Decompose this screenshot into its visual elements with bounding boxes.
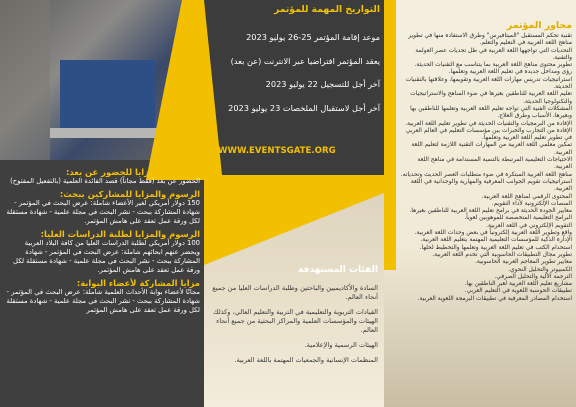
axis-item: معايير تطوير المعاجم العربية الحاسوبية. (475, 259, 572, 266)
axes-heading: محاور المؤتمر (506, 20, 572, 31)
axis-item: استخدام الكتب في تعليم اللغة العربية وتعلمها والتخطيط لحلها. (419, 244, 572, 251)
laptop-base (50, 128, 170, 138)
axis-item: مناهج اللغة العربية المبتكرة في ضوء متطلبات العصر الحديث وتحدياته. (400, 171, 572, 178)
axis-item: تطوير محتوى مناهج اللغة العربية بما يتناسب مع التقنيات الحديثة. (414, 62, 572, 69)
dates-list (214, 26, 380, 120)
members-text: مجانًا لأعضاء بوابة الأحداث العلمية شاملة: عرض البحث في المؤتمر - شهادة المشاركة ببحث - نشر البحث في مجلة علمية - شهادة مستقلة لكل ورقة عمل تعقد على هامش المؤتمر (6, 288, 200, 314)
axis-item: واقع وتطوير اللغة العربية إلكترونياً في بعض وحدات اللغة العربية. (414, 230, 572, 237)
audience-item: المنظمات الإنسانية والجمعيات المهتمة باللغة العربية. (234, 356, 378, 364)
dates-heading: التواريخ المهمة للمؤتمر (273, 4, 380, 15)
axis-item: رؤى ومداخل جديدة في تعليم اللغة العربية وتعلمها. (448, 69, 572, 76)
axis-item: استخدام المصادر المعرفية في تطبيقات البرمجة اللغوية العربية. (417, 295, 572, 302)
middle-panel (204, 0, 384, 407)
axis-item: التقويم الإلكتروني في اللغة العربية. (486, 222, 572, 229)
right-panel (384, 0, 576, 407)
grad-text: 100 دولار أمريكي لطلبة الدراسات العليا من كافة البلاد العربية ويحضر عنهم ابحاثهم شاملة: عرض البحث في المؤتمر - شهادة المشاركة ببحث - نشر البحث في مجلة علمية - شهادة مستقلة لكل ورقة عمل تعقد على هامش المؤتمر. (13, 239, 200, 274)
axis-item: تطبيقات الحوسبة اللغوية في التعليم العربي. (464, 288, 572, 295)
axes-yellow-strip (384, 0, 396, 270)
axis-item: المشكلات الفنية التي تواجه تعليم اللغة العربية وتعلمها للناطقين بها وبغيرها، الأسباب وطرق العلاج. (410, 105, 572, 120)
axis-item: الإفادة من البرمجيات والتقنيات الحديثة في تطوير تعليم اللغة العربية. (405, 120, 572, 127)
axis-item: تعليم اللغة العربية للناطقين بغيرها في ضوء المناهج والاستراتيجيات والتكنولوجيا الحديثة. (410, 91, 572, 105)
axis-item: الكمبيوتر والتحليل النحوي. (508, 266, 572, 273)
attendance-text: الحضور عن بعد (فقط مجاناً) قصد الفائدة العلمية (بالتفعيل المفتوح) (10, 177, 200, 185)
participants-heading: الرسوم والمزايا للمشاركين ببحث: (59, 189, 200, 199)
participants-text: 150 دولار أمريكي لغير الأعضاء شاملة: عرض البحث في المؤتمر - شهادة المشاركة ببحث - نشر البحث في مجلة علمية - شهادة مستقلة لكل ورقة عمل تعقد على هامش المؤتمر. (6, 199, 200, 225)
laptop-screen (60, 60, 155, 128)
audience-item: السادة والأكاديميين والباحثين وطلبة الدراسات العليا من جميع أنحاء العالم. (212, 284, 378, 301)
date-item-abstracts: آخر أجل لاستقبال الملخصات 23 يوليو 2023 (228, 102, 380, 113)
axis-item: تطوير مجال التطبيقات الحاسوبية التي تخدم اللغة العربية. (432, 251, 572, 258)
axes-list (400, 33, 572, 303)
axis-item: المنصات الإلكترونية لأداء التقويم. (491, 200, 572, 207)
audience-item: القيادات التربوية والتعليمية في التربية والتعليم العالي، وكذلك الهيئات والمؤسسات العلمية والمراكز البحثية من جميع أنحاء العالم. (213, 308, 378, 334)
date-item-registration: آخر أجل للتسجيل 22 يوليو 2023 (265, 79, 380, 89)
axis-item: استراتيجيات تقويم الجوانب المعرفية والمهارية والوجدانية في اللغة العربية. (410, 178, 572, 193)
axis-item: معايير الجودة الحديثة في برامج تعليم اللغة العربية للناطقين بغيرها. (409, 208, 572, 215)
attendance-heading: الرسوم والمزايا للحضور عن بعد: (66, 167, 200, 177)
axis-item: الاحتياجات التعليمية المرتبطة بالتنمية المستدامة في مناهج اللغة العربية. (417, 157, 572, 171)
left-panel (0, 0, 204, 407)
axis-item: المحتوى الرقمي لمناهج اللغة العربية. (481, 193, 572, 200)
axis-item: التحديات التي تواجهها اللغة العربية في ظل تحديات عصر العولمة والتقنية. (415, 47, 572, 61)
axis-item: استراتيجيات تدريس مهارات اللغة العربية وتقويمها، وعلاقتها بالتقنيات الحديثة. (405, 76, 572, 91)
date-item-conference: موعد إقامة المؤتمر 25-26 يوليو 2023 (246, 32, 380, 42)
audience-list (212, 284, 378, 365)
person-shadow (0, 0, 50, 172)
axis-item: الترجمة الآلية والتحليل الصرفي. (494, 273, 572, 280)
date-item-online: يعقد المؤتمر افتراضيا عبر الانترنت (عن بعد) (230, 55, 380, 66)
grad-heading: الرسوم والمزايا لطلبة الدراسات العليا: (40, 229, 200, 239)
axis-item: الإفادة من التجارب والخبرات بين مؤسسات التعليم في العالم العربي في تطوير تعليم اللغة العربية وتعلمها. (405, 127, 572, 142)
members-heading: مزايا المشاركة لأعضاء البوابة: (76, 278, 200, 288)
audience-item: الهيئات الرسمية والإعلامية. (304, 341, 378, 349)
axis-item: الإدارة الذكية للمؤسسات التعليمية المهتمة بتعليم اللغة العربية. (420, 237, 572, 244)
axis-item: البرامج التعليمية المتخصصة للموهوبين لغوياً. (464, 215, 572, 222)
axis-item: مشاريع تعليم اللغة العربية لغير الناطقين بها. (464, 281, 572, 288)
axis-item: تمكين معلمي اللغة العربية من المهارات التقنية اللازمة لتعليم اللغة العربية. (411, 142, 572, 156)
audience-heading: الفئات المستهدفة (298, 265, 378, 275)
axis-item: تقنية تحكم المستقبل "الميتافيرس" وطرق الاستفادة منها في تطوير مناهج اللغة العربية في التعليم والتعلم. (408, 33, 572, 47)
website-link[interactable]: WWW.EVENTSGATE.ORG (218, 146, 336, 156)
